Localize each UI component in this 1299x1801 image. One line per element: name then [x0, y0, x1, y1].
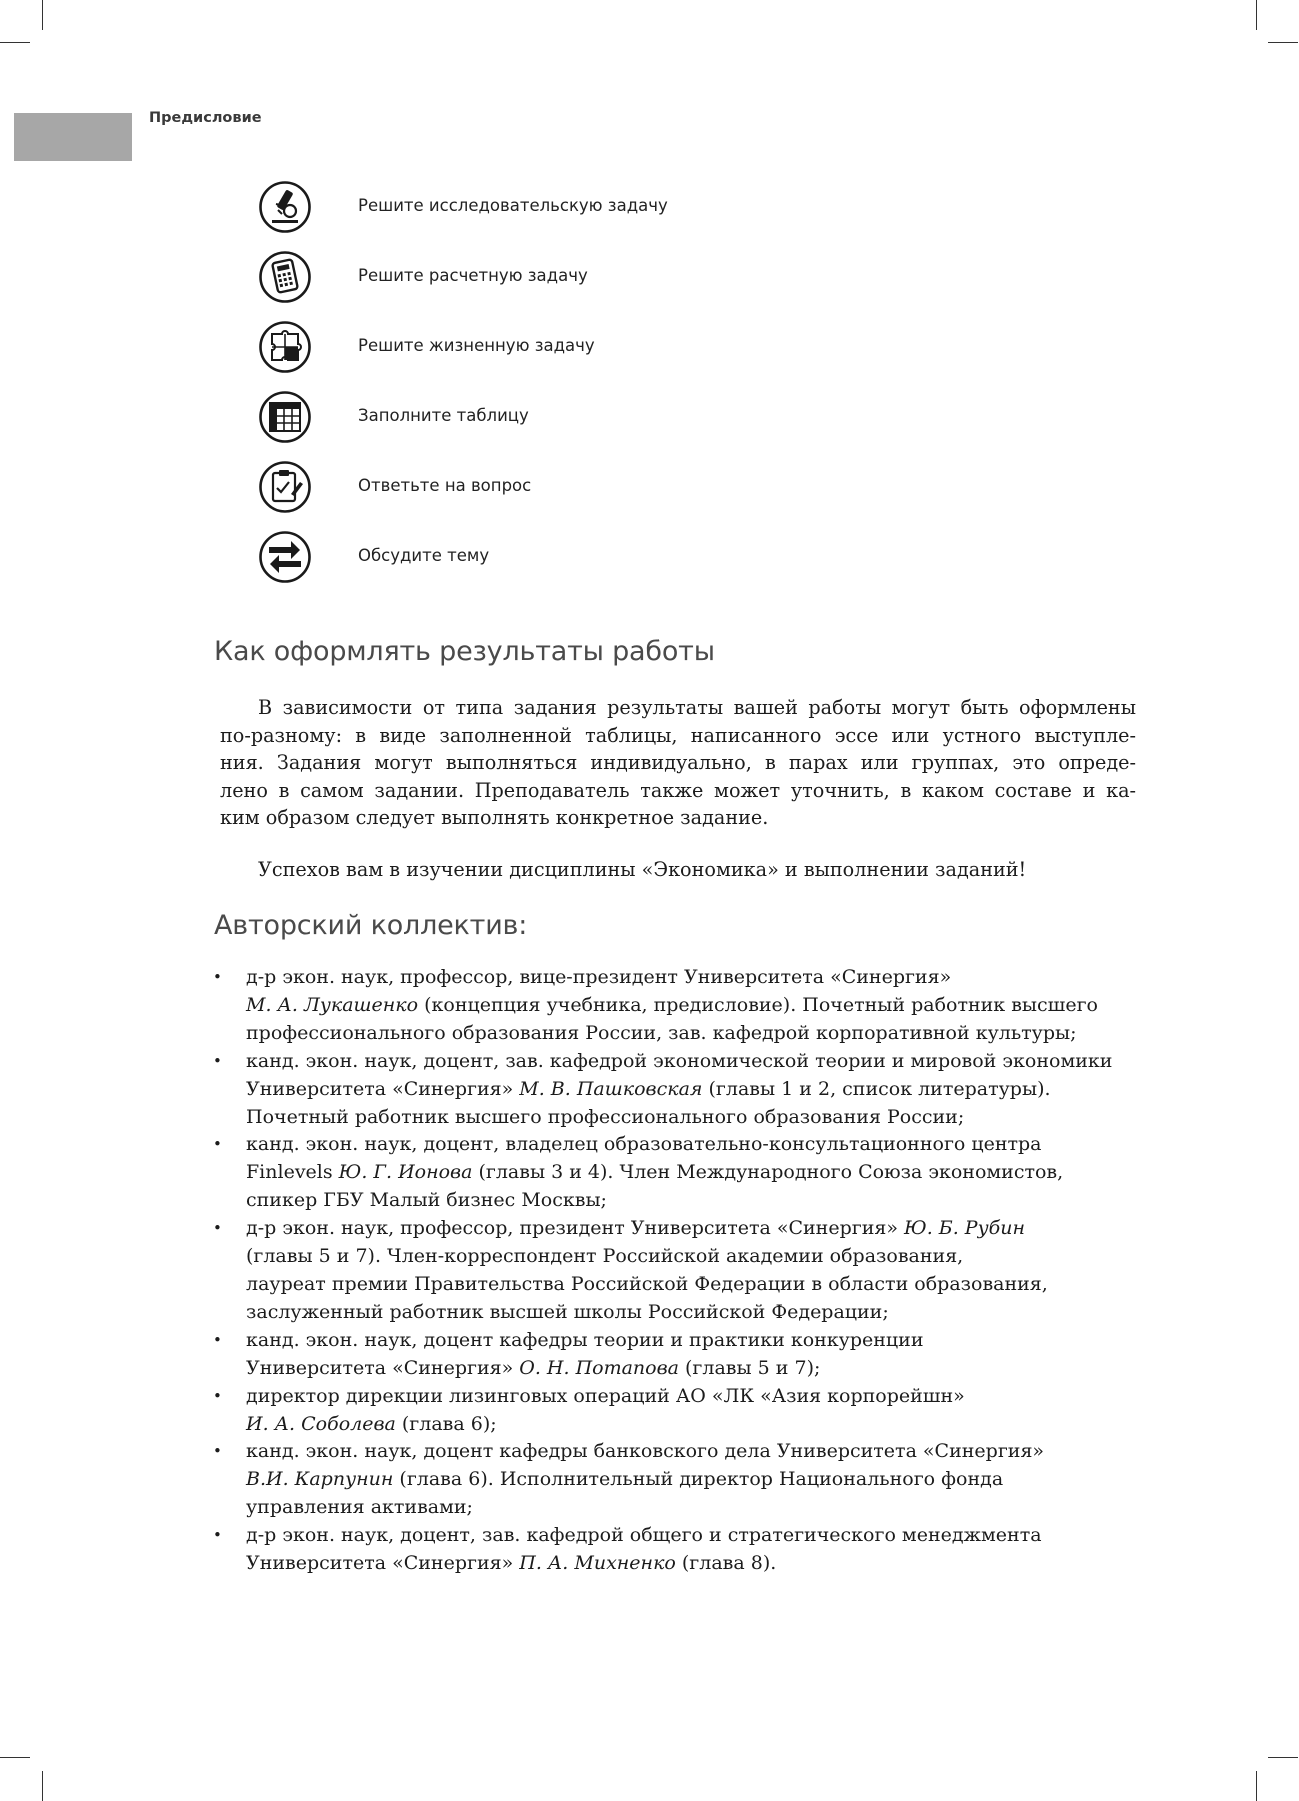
authors-list	[212, 964, 1142, 1578]
bullet: •	[213, 968, 222, 986]
author-line: канд. экон. наук, доцент кафедры банковского дела Университета «Синергия»	[246, 1440, 1045, 1463]
bullet: •	[213, 1051, 222, 1070]
legend-label: Ответьте на вопрос	[358, 476, 532, 495]
author-line: директор дирекции лизинговых операций АО «ЛК «Азия корпорейшн»	[246, 1384, 965, 1407]
crop-mark	[0, 42, 30, 43]
puzzle-icon	[258, 320, 312, 374]
author-item	[212, 1522, 1142, 1578]
bullet: •	[213, 1526, 222, 1545]
bullet: •	[213, 1135, 222, 1154]
legend-item	[258, 250, 958, 304]
crop-mark	[1268, 1757, 1298, 1758]
legend-label: Обсудите тему	[358, 546, 490, 565]
legend-item	[258, 320, 958, 374]
exchange-arrows-icon	[258, 530, 312, 584]
paragraph-line: лено в самом задании. Преподаватель также может уточнить, в каком составе и ка-	[220, 778, 1136, 802]
legend-label: Решите исследовательскую задачу	[358, 196, 668, 215]
author-name: О. Н. Потапова	[519, 1356, 679, 1379]
author-item	[212, 1327, 1142, 1383]
closing-wish: Успехов вам в изучении дисциплины «Экономика» и выполнении заданий!	[258, 858, 1027, 881]
crop-mark	[1256, 1771, 1257, 1801]
author-line: канд. экон. наук, доцент, зав. кафедрой экономической теории и мировой экономики	[246, 1049, 1113, 1072]
paragraph-line: по-разному: в виде заполненной таблицы, написанного эссе или устного выступле-	[220, 723, 1136, 747]
legend-item	[258, 390, 958, 444]
author-line: Finlevels Ю. Г. Ионова (главы 3 и 4). Член Международного Союза экономистов,	[246, 1161, 1064, 1184]
author-item	[212, 964, 1142, 1048]
legend-label: Решите жизненную задачу	[358, 336, 595, 355]
clipboard-check-icon	[258, 460, 312, 514]
running-head: Предисловие	[149, 110, 262, 126]
author-name: В.И. Карпунин	[246, 1468, 394, 1491]
author-line: канд. экон. наук, доцент, владелец образовательно-консультационного центра	[246, 1133, 1042, 1156]
author-line: заслуженный работник высшей школы Российской Федерации;	[246, 1300, 889, 1323]
author-item	[212, 1048, 1142, 1132]
bullet: •	[213, 1219, 222, 1238]
legend-item	[258, 460, 958, 514]
author-line: (главы 5 и 7). Член-корреспондент Российской академии образования,	[246, 1245, 964, 1268]
calculator-icon	[258, 250, 312, 304]
author-name: И. А. Соболева	[246, 1412, 396, 1435]
author-item	[212, 1438, 1142, 1522]
legend-label: Решите расчетную задачу	[358, 266, 588, 285]
section-title-authors: Авторский коллектив:	[214, 910, 528, 941]
author-line: д-р экон. наук, доцент, зав. кафедрой общего и стратегического менеджмента	[246, 1524, 1042, 1547]
legend-item	[258, 530, 958, 584]
crop-mark	[42, 1771, 43, 1801]
author-line: М. А. Лукашенко (концепция учебника, предисловие). Почетный работник высшего	[246, 993, 1098, 1016]
author-name: М. В. Пашковская	[519, 1077, 703, 1100]
author-line: Почетный работник высшего профессионального образования России;	[246, 1105, 965, 1128]
results-paragraph	[220, 694, 1136, 832]
author-item	[212, 1383, 1142, 1439]
author-line: лауреат премии Правительства Российской Федерации в области образования,	[246, 1272, 1048, 1295]
author-line: Университета «Синергия» О. Н. Потапова (главы 5 и 7);	[246, 1356, 821, 1379]
header-color-bar	[14, 113, 132, 161]
bullet: •	[213, 1442, 222, 1461]
author-line: спикер ГБУ Малый бизнес Москвы;	[246, 1189, 607, 1212]
paragraph-line: ния. Задания могут выполняться индивидуально, в парах или группах, это опреде-	[220, 751, 1136, 774]
legend-item	[258, 180, 958, 234]
author-line: канд. экон. наук, доцент кафедры теории и практики конкуренции	[246, 1328, 924, 1351]
author-line: профессионального образования России, зав. кафедрой корпоративной культуры;	[246, 1021, 1077, 1044]
author-line: Университета «Синергия» М. В. Пашковская (главы 1 и 2, список литературы).	[246, 1077, 1051, 1100]
paragraph-line: ким образом следует выполнять конкретное задание.	[220, 806, 769, 829]
microscope-icon	[258, 180, 312, 234]
table-icon	[258, 390, 312, 444]
author-name: Ю. Г. Ионова	[338, 1161, 473, 1184]
crop-mark	[1268, 42, 1298, 43]
author-line: д-р экон. наук, профессор, президент Университета «Синергия» Ю. Б. Рубин	[246, 1217, 1025, 1240]
author-line: В.И. Карпунин (глава 6). Исполнительный директор Национального фонда	[246, 1468, 1004, 1491]
author-name: Ю. Б. Рубин	[904, 1217, 1025, 1240]
legend-label: Заполните таблицу	[358, 406, 529, 425]
paragraph-line: В зависимости от типа задания результаты вашей работы могут быть оформлены	[258, 696, 1136, 719]
author-name: П. А. Михненко	[519, 1552, 676, 1575]
author-line: Университета «Синергия» П. А. Михненко (глава 8).	[246, 1552, 777, 1575]
author-item	[212, 1131, 1142, 1215]
bullet: •	[213, 1330, 222, 1349]
bullet: •	[213, 1386, 222, 1405]
crop-mark	[0, 1757, 30, 1758]
crop-mark	[1256, 0, 1257, 30]
author-line: И. А. Соболева (глава 6);	[246, 1412, 497, 1435]
author-name: М. А. Лукашенко	[246, 993, 419, 1016]
author-line: д-р экон. наук, профессор, вице-президент Университета «Синергия»	[246, 966, 952, 988]
crop-mark	[42, 0, 43, 30]
author-line: управления активами;	[246, 1496, 473, 1519]
author-item	[212, 1215, 1142, 1327]
section-title-results: Как оформлять результаты работы	[214, 636, 715, 667]
